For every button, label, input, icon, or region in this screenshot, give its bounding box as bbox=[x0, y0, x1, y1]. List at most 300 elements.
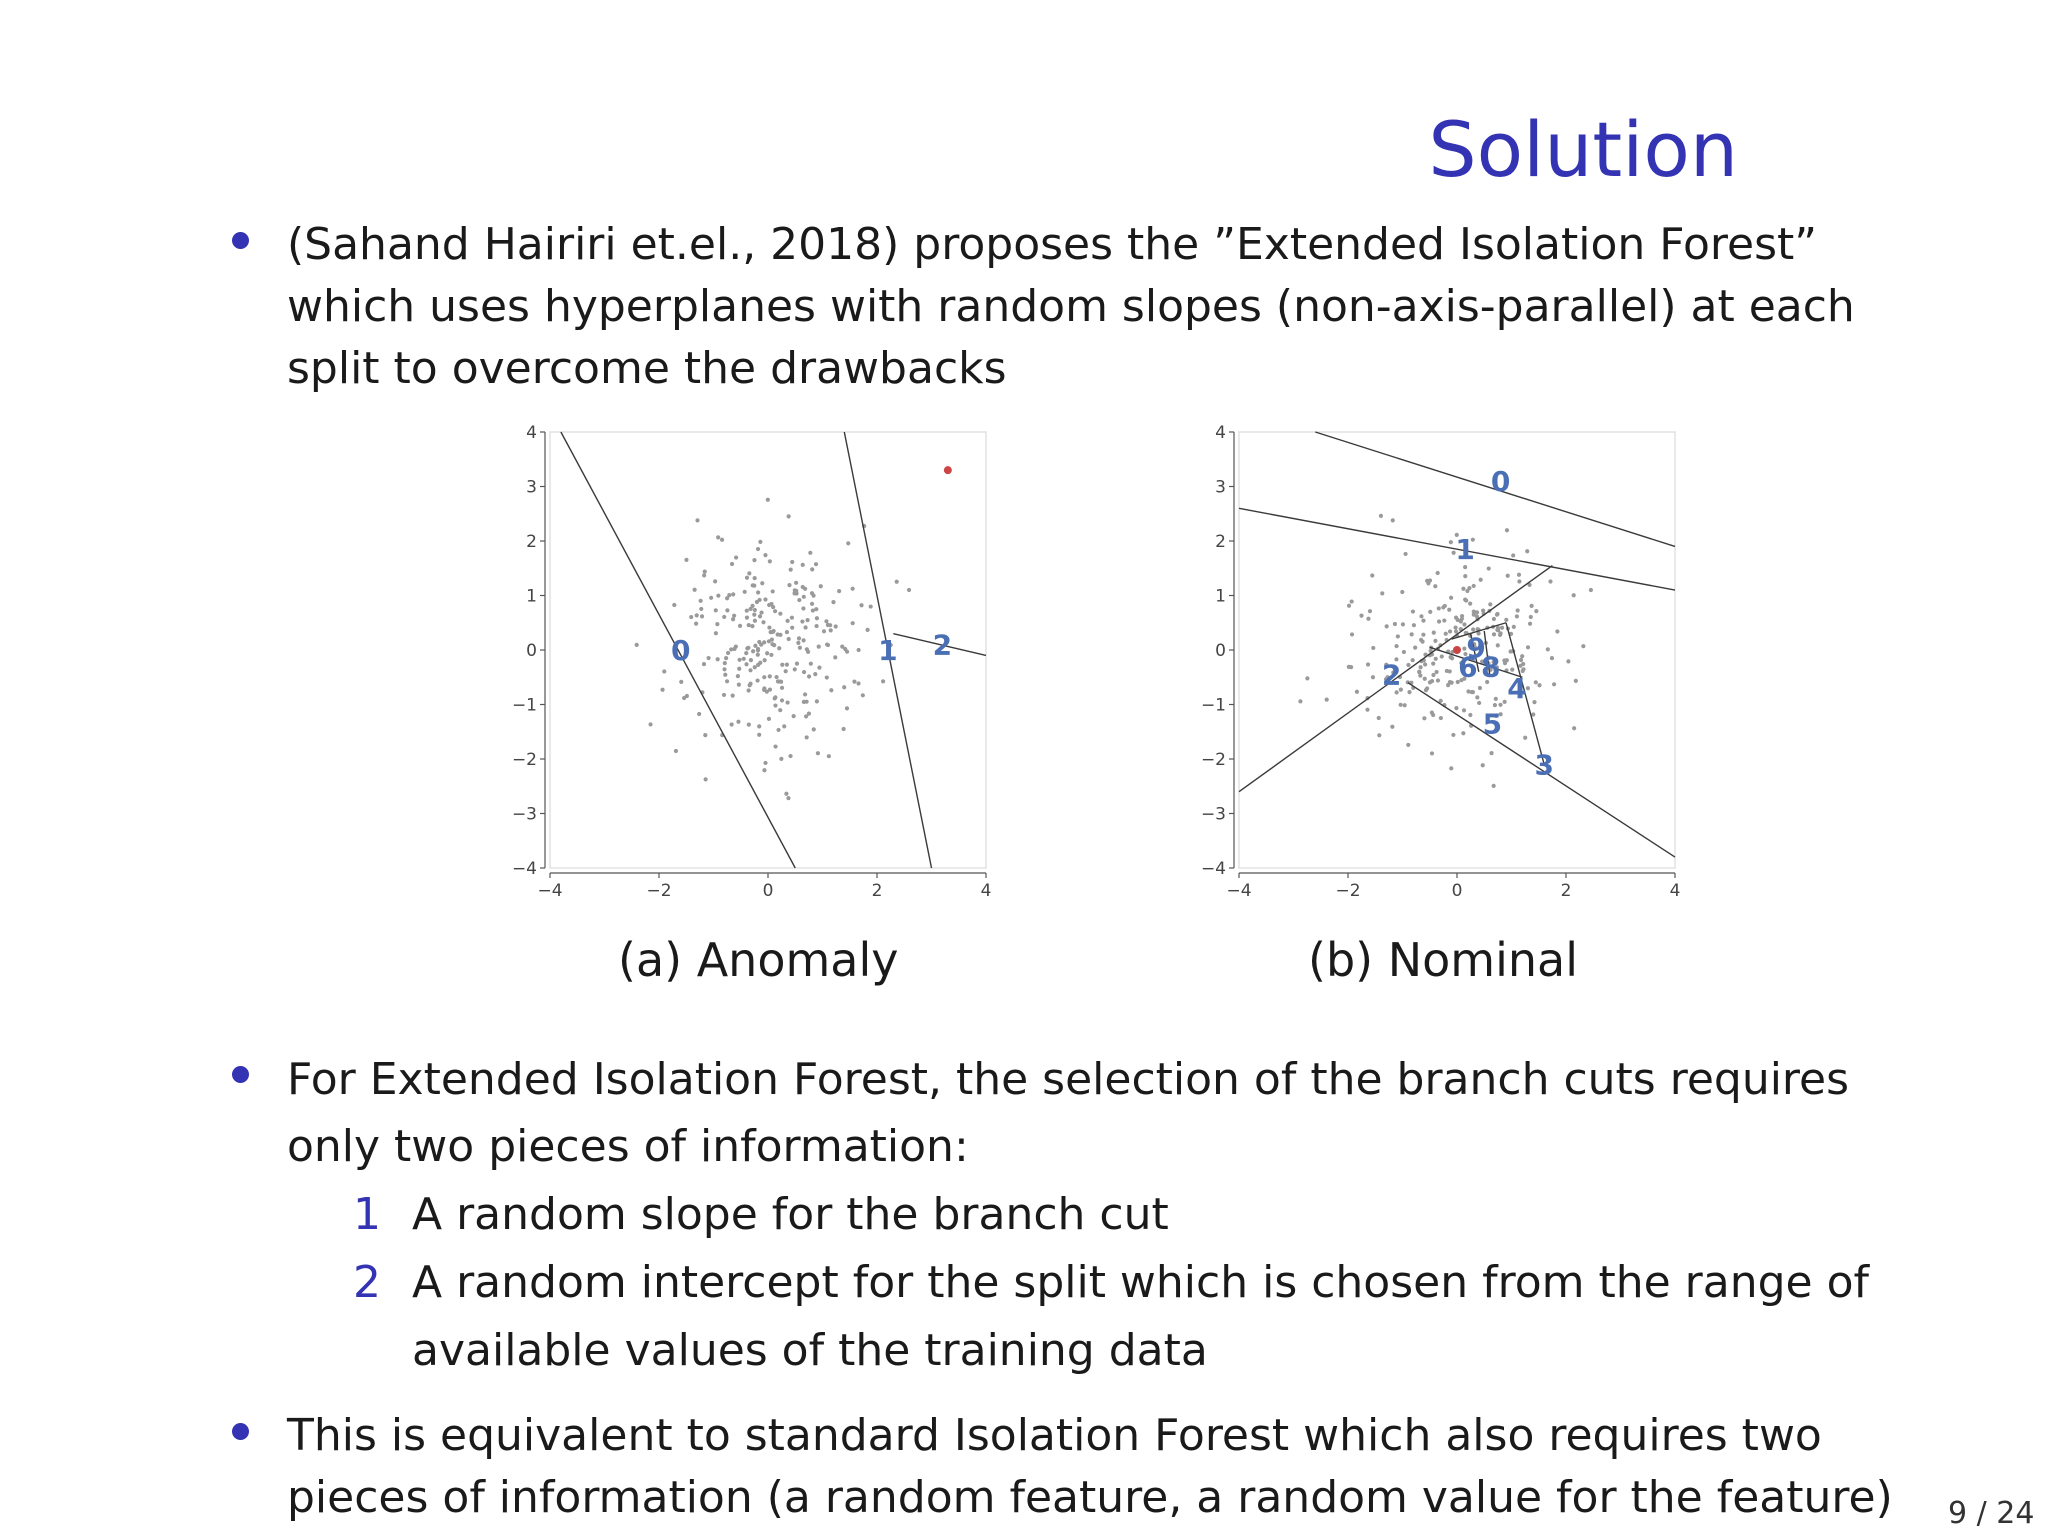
data-point bbox=[752, 612, 756, 616]
y-tick-label: −2 bbox=[511, 750, 537, 770]
figure-caption-nominal: (b) Nominal bbox=[1308, 933, 1578, 987]
data-point bbox=[766, 498, 770, 502]
bullet-marker bbox=[232, 1423, 249, 1440]
y-tick-label: −4 bbox=[1200, 859, 1226, 879]
data-point bbox=[788, 754, 792, 758]
data-point bbox=[790, 560, 794, 564]
data-point bbox=[780, 686, 784, 690]
data-point bbox=[1401, 622, 1405, 626]
data-point bbox=[773, 696, 777, 700]
data-point bbox=[1461, 731, 1465, 735]
data-point bbox=[786, 619, 790, 623]
data-point bbox=[1413, 646, 1417, 650]
data-point bbox=[803, 692, 807, 696]
data-point bbox=[706, 656, 710, 660]
data-point bbox=[1380, 591, 1384, 595]
data-point bbox=[1406, 743, 1410, 747]
data-point bbox=[1385, 624, 1389, 628]
data-point bbox=[747, 688, 751, 692]
data-point bbox=[1325, 697, 1329, 701]
highlighted-point bbox=[944, 466, 952, 474]
data-point bbox=[703, 570, 707, 574]
data-point bbox=[716, 594, 720, 598]
data-point bbox=[685, 694, 689, 698]
data-point bbox=[1399, 703, 1403, 707]
plot-frame bbox=[550, 432, 986, 868]
data-point bbox=[1479, 578, 1483, 582]
data-point bbox=[757, 724, 761, 728]
data-point bbox=[756, 590, 760, 594]
x-tick-label: −2 bbox=[1335, 881, 1361, 900]
data-point bbox=[1428, 610, 1432, 614]
data-point bbox=[807, 674, 811, 678]
data-point bbox=[1460, 617, 1464, 621]
data-point bbox=[1436, 571, 1440, 575]
data-point bbox=[1423, 677, 1427, 681]
data-point bbox=[1530, 604, 1534, 608]
data-point bbox=[738, 624, 742, 628]
scatter-plot-nominal bbox=[1194, 420, 1694, 900]
data-point bbox=[737, 667, 741, 671]
data-point bbox=[1517, 579, 1521, 583]
data-point bbox=[755, 678, 759, 682]
data-point bbox=[1574, 679, 1578, 683]
data-point bbox=[814, 562, 818, 566]
data-point bbox=[762, 640, 766, 644]
data-point bbox=[749, 658, 753, 662]
data-point bbox=[773, 703, 777, 707]
figure-nominal bbox=[1194, 420, 1694, 900]
data-point bbox=[714, 631, 718, 635]
data-point bbox=[792, 714, 796, 718]
data-point bbox=[842, 685, 846, 689]
branch-cut-label: 4 bbox=[1507, 672, 1527, 706]
data-point bbox=[1365, 708, 1369, 712]
data-point bbox=[789, 568, 793, 572]
data-point bbox=[731, 617, 735, 621]
data-point bbox=[785, 630, 789, 634]
data-point bbox=[797, 598, 801, 602]
data-point bbox=[1495, 612, 1499, 616]
data-point bbox=[1500, 626, 1504, 630]
data-point bbox=[1515, 614, 1519, 618]
data-point bbox=[768, 674, 772, 678]
data-point bbox=[776, 728, 780, 732]
data-point bbox=[819, 584, 823, 588]
data-point bbox=[827, 754, 831, 758]
data-point bbox=[714, 608, 718, 612]
figure-caption-anomaly: (a) Anomaly bbox=[618, 933, 899, 987]
data-point bbox=[1498, 703, 1502, 707]
x-tick-label: 2 bbox=[1560, 881, 1572, 900]
data-point bbox=[748, 668, 752, 672]
data-point bbox=[723, 673, 727, 677]
data-point bbox=[809, 662, 813, 666]
data-point bbox=[808, 551, 812, 555]
data-point bbox=[745, 609, 749, 613]
bullet-2-line-2: only two pieces of information: bbox=[287, 1121, 969, 1172]
data-point bbox=[1449, 596, 1453, 600]
y-tick-label: 1 bbox=[1215, 586, 1226, 607]
data-point bbox=[1488, 602, 1492, 606]
y-tick-label: 2 bbox=[1215, 532, 1226, 552]
data-point bbox=[758, 540, 762, 544]
data-point bbox=[674, 749, 678, 753]
branch-cut-label: 5 bbox=[1482, 707, 1503, 741]
data-point bbox=[801, 638, 805, 642]
data-point bbox=[1377, 733, 1381, 737]
data-point bbox=[1548, 579, 1552, 583]
data-point bbox=[773, 744, 777, 748]
data-point bbox=[843, 647, 847, 651]
data-point bbox=[787, 637, 791, 641]
data-point bbox=[815, 616, 819, 620]
data-point bbox=[774, 675, 778, 679]
data-point bbox=[790, 616, 794, 620]
data-point bbox=[1450, 656, 1454, 660]
data-point bbox=[1411, 609, 1415, 613]
data-point bbox=[777, 646, 781, 650]
data-point bbox=[798, 646, 802, 650]
data-point bbox=[1453, 625, 1457, 629]
data-point bbox=[744, 651, 748, 655]
data-point bbox=[743, 590, 747, 594]
y-tick-label: −4 bbox=[511, 859, 537, 879]
data-point bbox=[730, 722, 734, 726]
data-point bbox=[1418, 665, 1422, 669]
branch-cut-label: 2 bbox=[1381, 658, 1402, 692]
data-point bbox=[745, 615, 749, 619]
data-point bbox=[1537, 683, 1541, 687]
data-point bbox=[737, 658, 741, 662]
data-point bbox=[811, 594, 815, 598]
data-point bbox=[1572, 726, 1576, 730]
data-point bbox=[744, 662, 748, 666]
data-point bbox=[1419, 614, 1423, 618]
data-point bbox=[756, 647, 760, 651]
data-point bbox=[1517, 573, 1521, 577]
data-point bbox=[790, 626, 794, 630]
figure-anomaly bbox=[505, 420, 1005, 900]
data-point bbox=[1417, 670, 1421, 674]
data-point bbox=[801, 606, 805, 610]
data-point bbox=[837, 589, 841, 593]
data-point bbox=[1400, 590, 1404, 594]
data-point bbox=[1478, 686, 1482, 690]
data-point bbox=[1506, 574, 1510, 578]
data-point bbox=[1396, 634, 1400, 638]
data-point bbox=[1368, 609, 1372, 613]
data-point bbox=[842, 727, 846, 731]
x-tick-label: 4 bbox=[1669, 881, 1681, 900]
data-point bbox=[704, 777, 708, 781]
data-point bbox=[851, 621, 855, 625]
data-point bbox=[826, 643, 830, 647]
data-point bbox=[1492, 784, 1496, 788]
x-tick-label: −4 bbox=[1226, 881, 1252, 900]
data-point bbox=[1519, 658, 1523, 662]
branch-cut-label: 6 bbox=[1458, 650, 1478, 684]
y-tick-label: 3 bbox=[1215, 477, 1226, 498]
data-point bbox=[824, 619, 828, 623]
bullet-3-line-1: This is equivalent to standard Isolation Forest which also requires two bbox=[287, 1410, 1822, 1461]
data-point bbox=[662, 669, 666, 673]
data-point bbox=[709, 596, 713, 600]
data-point bbox=[748, 683, 752, 687]
data-point bbox=[1305, 676, 1309, 680]
data-point bbox=[679, 680, 683, 684]
data-point bbox=[1504, 618, 1508, 622]
bullet-marker bbox=[232, 232, 249, 249]
branch-cut-label: 1 bbox=[878, 634, 898, 667]
data-point bbox=[725, 679, 729, 683]
data-point bbox=[694, 622, 698, 626]
data-point bbox=[699, 599, 703, 603]
data-point bbox=[737, 683, 741, 687]
data-point bbox=[1528, 622, 1532, 626]
data-point bbox=[779, 757, 783, 761]
data-point bbox=[1481, 763, 1485, 767]
data-point bbox=[1406, 663, 1410, 667]
data-point bbox=[648, 722, 652, 726]
branch-cut-label: 2 bbox=[932, 628, 953, 662]
data-point bbox=[1496, 628, 1500, 632]
data-point bbox=[684, 558, 688, 562]
data-point bbox=[815, 699, 819, 703]
data-point bbox=[802, 670, 806, 674]
data-point bbox=[1503, 700, 1507, 704]
data-point bbox=[778, 708, 782, 712]
data-point bbox=[720, 538, 724, 542]
data-point bbox=[794, 589, 798, 593]
data-point bbox=[785, 700, 789, 704]
data-point bbox=[1437, 606, 1441, 610]
data-point bbox=[771, 589, 775, 593]
data-point bbox=[1448, 629, 1452, 633]
y-tick-label: −1 bbox=[511, 695, 537, 716]
data-point bbox=[767, 717, 771, 721]
data-point bbox=[829, 628, 833, 632]
data-point bbox=[722, 667, 726, 671]
data-point bbox=[747, 571, 751, 575]
data-point bbox=[756, 653, 760, 657]
data-point bbox=[1451, 733, 1455, 737]
data-point bbox=[1525, 549, 1529, 553]
data-point bbox=[635, 643, 639, 647]
data-point bbox=[816, 751, 820, 755]
data-point bbox=[1371, 675, 1375, 679]
data-point bbox=[695, 518, 699, 522]
data-point bbox=[810, 602, 814, 606]
data-point bbox=[1552, 682, 1556, 686]
data-point bbox=[1461, 587, 1465, 591]
data-point bbox=[1430, 751, 1434, 755]
data-point bbox=[751, 583, 755, 587]
data-point bbox=[1428, 680, 1432, 684]
data-point bbox=[814, 624, 818, 628]
bullet-1-line-1: (Sahand Hairiri et.el., 2018) proposes the ”Extended Isolation Forest” bbox=[287, 219, 1818, 270]
data-point bbox=[1403, 552, 1407, 556]
data-point bbox=[1440, 654, 1444, 658]
data-point bbox=[768, 559, 772, 563]
data-point bbox=[1449, 540, 1453, 544]
data-point bbox=[800, 619, 804, 623]
data-point bbox=[811, 608, 815, 612]
data-point bbox=[1505, 528, 1509, 532]
data-point bbox=[763, 553, 767, 557]
data-point bbox=[1433, 639, 1437, 643]
data-point bbox=[1467, 586, 1471, 590]
data-point bbox=[1355, 690, 1359, 694]
data-point bbox=[699, 607, 703, 611]
data-point bbox=[829, 688, 833, 692]
data-point bbox=[763, 761, 767, 765]
data-point bbox=[702, 662, 706, 666]
data-point bbox=[1366, 662, 1370, 666]
y-tick-label: −3 bbox=[511, 804, 537, 825]
data-point bbox=[1423, 662, 1427, 666]
y-tick-label: 0 bbox=[1215, 641, 1226, 661]
data-point bbox=[852, 680, 856, 684]
data-point bbox=[1390, 725, 1394, 729]
branch-cut-label: 3 bbox=[1534, 748, 1554, 782]
data-point bbox=[747, 623, 751, 627]
data-point bbox=[763, 597, 767, 601]
data-point bbox=[1359, 614, 1363, 618]
data-point bbox=[856, 681, 860, 685]
data-point bbox=[716, 657, 720, 661]
data-point bbox=[1475, 610, 1479, 614]
data-point bbox=[805, 618, 809, 622]
data-point bbox=[1370, 573, 1374, 577]
data-point bbox=[716, 535, 720, 539]
data-point bbox=[833, 655, 837, 659]
data-point bbox=[1419, 638, 1423, 642]
data-point bbox=[1546, 647, 1550, 651]
data-point bbox=[700, 614, 704, 618]
data-point bbox=[760, 581, 764, 585]
data-point bbox=[1391, 518, 1395, 522]
data-point bbox=[778, 612, 782, 616]
y-tick-label: −3 bbox=[1200, 804, 1226, 825]
data-point bbox=[776, 679, 780, 683]
data-point bbox=[1437, 619, 1441, 623]
data-point bbox=[723, 661, 727, 665]
data-point bbox=[1446, 683, 1450, 687]
data-point bbox=[806, 650, 810, 654]
data-point bbox=[757, 733, 761, 737]
data-point bbox=[1475, 695, 1479, 699]
data-point bbox=[725, 596, 729, 600]
data-point bbox=[734, 555, 738, 559]
data-point bbox=[745, 576, 749, 580]
data-point bbox=[812, 727, 816, 731]
data-point bbox=[787, 514, 791, 518]
x-tick-label: 4 bbox=[980, 881, 992, 900]
data-point bbox=[753, 665, 757, 669]
data-point bbox=[1487, 566, 1491, 570]
data-point bbox=[756, 663, 760, 667]
bullet-1-line-3: split to overcome the drawbacks bbox=[287, 343, 1007, 394]
data-point bbox=[715, 622, 719, 626]
data-point bbox=[736, 674, 740, 678]
data-point bbox=[786, 796, 790, 800]
data-point bbox=[784, 792, 788, 796]
data-point bbox=[857, 648, 861, 652]
data-point bbox=[1449, 766, 1453, 770]
data-point bbox=[1424, 688, 1428, 692]
data-point bbox=[828, 623, 832, 627]
data-point bbox=[794, 581, 798, 585]
data-point bbox=[787, 583, 791, 587]
data-point bbox=[1412, 623, 1416, 627]
data-point bbox=[1512, 625, 1516, 629]
data-point bbox=[762, 675, 766, 679]
enum-number: 2 bbox=[353, 1257, 381, 1308]
data-point bbox=[1403, 703, 1407, 707]
slide-title: Solution bbox=[1428, 105, 1738, 194]
data-point bbox=[1523, 736, 1527, 740]
data-point bbox=[769, 630, 773, 634]
data-point bbox=[1350, 632, 1354, 636]
data-point bbox=[1347, 604, 1351, 608]
data-point bbox=[773, 609, 777, 613]
branch-cut-label: 0 bbox=[671, 634, 691, 667]
data-point bbox=[1534, 680, 1538, 684]
data-point bbox=[752, 558, 756, 562]
data-point bbox=[1431, 662, 1435, 666]
data-point bbox=[1366, 617, 1370, 621]
data-point bbox=[805, 735, 809, 739]
branch-cut-label: 1 bbox=[1455, 533, 1475, 567]
data-point bbox=[769, 653, 773, 657]
data-point bbox=[1433, 584, 1437, 588]
data-point bbox=[1402, 650, 1406, 654]
data-point bbox=[1410, 632, 1414, 636]
data-point bbox=[1425, 579, 1429, 583]
data-point bbox=[1434, 657, 1438, 661]
enum-number: 1 bbox=[353, 1189, 381, 1240]
data-point bbox=[1349, 665, 1353, 669]
data-point bbox=[1498, 633, 1502, 637]
data-point bbox=[1418, 673, 1422, 677]
data-point bbox=[1462, 708, 1466, 712]
data-point bbox=[784, 669, 788, 673]
data-point bbox=[1462, 622, 1466, 626]
data-point bbox=[1518, 664, 1522, 668]
data-point bbox=[767, 625, 771, 629]
data-point bbox=[713, 579, 717, 583]
data-point bbox=[1589, 588, 1593, 592]
branch-cut-label: 9 bbox=[1466, 631, 1486, 665]
data-point bbox=[750, 624, 754, 628]
data-point bbox=[1411, 658, 1415, 662]
y-tick-label: 4 bbox=[1215, 423, 1226, 443]
data-point bbox=[769, 602, 773, 606]
data-point bbox=[747, 723, 751, 727]
data-point bbox=[817, 645, 821, 649]
data-point bbox=[758, 614, 762, 618]
data-point bbox=[881, 679, 885, 683]
data-point bbox=[1371, 646, 1375, 650]
data-point bbox=[851, 587, 855, 591]
data-point bbox=[1454, 616, 1458, 620]
data-point bbox=[776, 632, 780, 636]
data-point bbox=[822, 629, 826, 633]
data-point bbox=[730, 562, 734, 566]
data-point bbox=[765, 651, 769, 655]
data-point bbox=[831, 600, 835, 604]
